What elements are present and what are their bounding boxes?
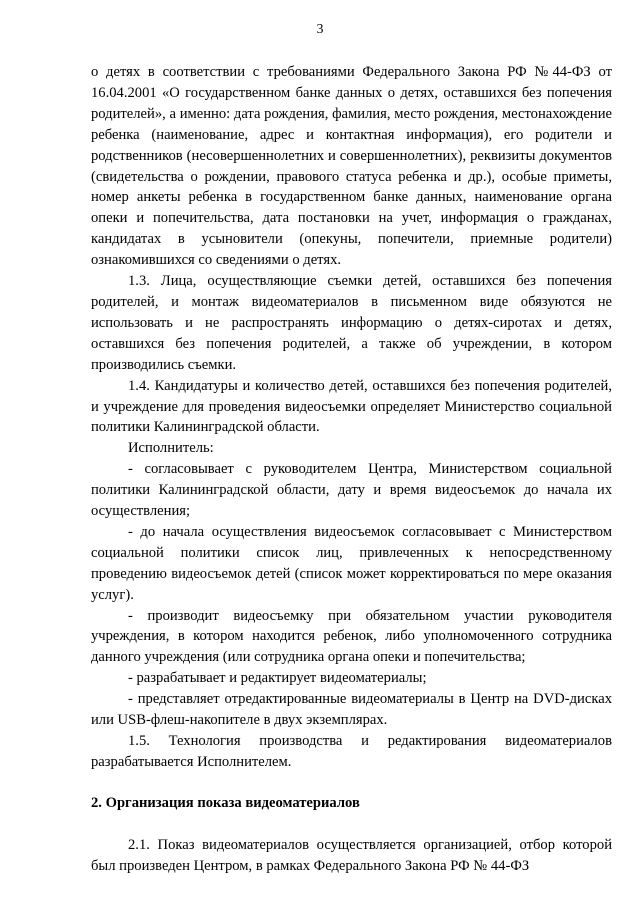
- paragraph: 1.3. Лица, осуществляющие съемки детей, оставшихся без попечения родителей, и монтаж видеоматериалов в письменном виде обязуются не использовать и не распространять информацию о детях-сиротах и детях, оставшихся без попечения родителей, а также об учреждении, в котором производились съемки.: [91, 273, 612, 373]
- paragraph: - представляет отредактированные видеоматериалы в Центр на DVD-дисках или USB-флеш-накопителе в двух экземплярах.: [91, 691, 612, 729]
- page-number: 3: [316, 22, 324, 37]
- section-1-continued: [91, 62, 612, 773]
- paragraph: Исполнитель:: [128, 440, 214, 457]
- paragraph: 1.5. Технология производства и редактирования видеоматериалов разрабатывается Исполнителем.: [91, 733, 612, 770]
- paragraph: - производит видеосъемку при обязательном участии руководителя учреждения, в котором находится ребенок, либо уполномоченного сотрудника данного учреждения (или сотрудника органа опеки и попечительства;: [91, 607, 612, 666]
- paragraph: о детях в соответствии с требованиями Федерального Закона РФ №44-ФЗ от 16.04.2001 «О государственном банке данных о детях, оставшихся без попечения родителей», а именно: дата рождения, фамилия, место рождения, местонахождение ребенка (наименование, адрес и контактная информация), его родители и родственников (несовершеннолетних и совершеннолетних), реквизиты документов (свидетельства о рождении, правового статуса ребенка и др.), особые приметы, номер анкеты ребенка в государственном банке данных, наименование органа опеки и попечительства, дата постановки на учет, информация о гражданах, кандидатах в усыновители (опекуны, попечители, приемные родители) ознакомившихся со сведениями о детях.: [91, 64, 612, 269]
- paragraph: 1.4. Кандидатуры и количество детей, оставшихся без попечения родителей, и учреждение для проведения видеосъемки определяет Министерство социальной политики Калининградской области.: [91, 377, 612, 436]
- paragraph: 2.1. Показ видеоматериалов осуществляется организацией, отбор которой был произведен Центром, в рамках Федерального Закона РФ № 44-ФЗ: [91, 836, 612, 874]
- section-2: [91, 835, 612, 877]
- paragraph: - до начала осуществления видеосъемок согласовывает с Министерством социальной политики список лиц, привлеченных к непосредственному проведению видеосъемок детей (список может корректироваться по мере оказания услуг).: [91, 523, 612, 603]
- paragraph: - согласовывает с руководителем Центра, Министерством социальной политики Калининградской области, дату и время видеосъемок до начала их осуществления;: [91, 461, 612, 520]
- paragraph: - разрабатывает и редактирует видеоматериалы;: [128, 670, 427, 687]
- section-heading: 2. Организация показа видеоматериалов: [91, 794, 360, 811]
- document-body: [91, 62, 612, 877]
